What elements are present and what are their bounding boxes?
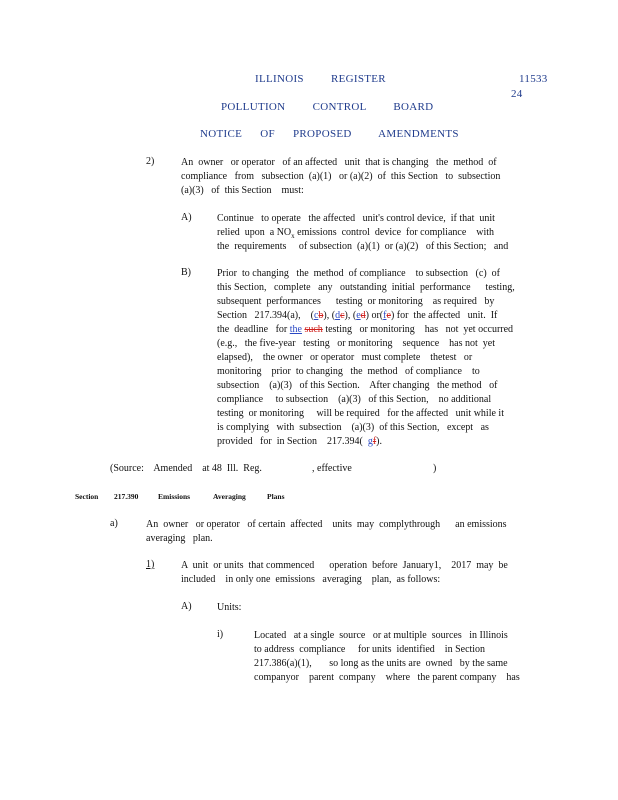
item-i-line: companyor parent company where the parent company has <box>254 672 520 683</box>
item-1-label: 1) <box>146 559 155 570</box>
item-i-label: i) <box>217 629 224 640</box>
inserted-text: g <box>367 436 373 447</box>
deleted-text: b <box>318 310 324 321</box>
subscript-x: x <box>291 232 295 240</box>
text-run: ). <box>376 436 382 447</box>
item-2b-line: compliance to subsection (a)(3) of this Section, no additional <box>217 394 492 405</box>
item-2a-label: A) <box>181 212 192 223</box>
item-2-line: (a)(3) of this Section must: <box>181 185 304 196</box>
inserted-text: the <box>289 324 302 335</box>
item-2b-line-amended <box>217 309 497 323</box>
text-run: ), ( <box>323 310 336 321</box>
inserted-text: f <box>383 310 387 321</box>
item-2b-line: this Section, complete any outstanding initial performance testing, <box>217 282 515 293</box>
item-2b-line: Prior to changing the method of compliance to subsection (c) of <box>217 268 500 279</box>
item-2b-line-amended <box>217 435 382 449</box>
item-i-line: to address compliance for units identified in Section <box>254 644 486 655</box>
text-run: ), ( <box>344 310 357 321</box>
item-2b-line: testing or monitoring will be required for the affected unit while it <box>217 408 504 419</box>
item-a-line: averaging plan. <box>146 533 213 544</box>
deleted-text: f <box>372 436 377 447</box>
item-2a-line: Continue to operate the affected unit's control device, if that unit <box>217 213 495 224</box>
inserted-text: d <box>335 310 341 321</box>
register-title: ILLINOIS REGISTER <box>255 73 386 85</box>
item-2b-line-amended <box>217 323 513 337</box>
source-prefix: (Source: Amended at 48 Ill. Reg. <box>110 463 262 474</box>
deleted-text: such <box>304 324 323 335</box>
item-a-label: a) <box>110 518 118 529</box>
text-run: ) for the affected unit. If <box>390 310 498 321</box>
item-i-line: 217.386(a)(1), so long as the units are owned by the same <box>254 658 508 669</box>
deleted-text: d <box>360 310 366 321</box>
item-2-label: 2) <box>146 156 155 167</box>
text-run: the deadline for <box>217 324 290 335</box>
text-run: Section 217.394(a), ( <box>217 310 314 321</box>
item-units-label: A) <box>181 601 192 612</box>
item-i-line: Located at a single source or at multiple sources in Illinois <box>254 630 508 641</box>
deleted-text: e <box>386 310 391 321</box>
text-run: relied upon a NO <box>217 227 292 238</box>
item-2a-line: the requirements of subsection (a)(1) or (a)(2) of this Section; and <box>217 241 509 252</box>
section-title-word: Emissions <box>158 492 191 501</box>
item-a-line: An owner or operator of certain affected units may complythrough an emissions <box>146 519 507 530</box>
source-effective: , effective <box>312 463 352 474</box>
item-2b-label: B) <box>181 267 191 278</box>
item-1-line: included in only one emissions averaging plan, as follows: <box>181 574 441 585</box>
text-run: provided for in Section 217.394( <box>217 436 368 447</box>
inserted-text: c <box>313 310 319 321</box>
source-close: ) <box>433 463 437 474</box>
item-2b-line: (e.g., the five-year testing or monitoring sequence has not yet <box>217 338 495 349</box>
item-2b-line: subsequent performances testing or monitoring as required by <box>217 296 495 307</box>
item-2b-line: elapsed), the owner or operator must complete thetest or <box>217 352 473 363</box>
item-2b-line: monitoring prior to changing the method of compliance to <box>217 366 480 377</box>
section-number: 217.390 <box>114 492 139 501</box>
page-number: 11533 <box>519 73 548 85</box>
text-run: ) or( <box>365 310 384 321</box>
text-run: testing or monitoring has not yet occurred <box>322 324 514 335</box>
inserted-text: e <box>356 310 361 321</box>
section-title-word: Plans <box>267 492 285 501</box>
section-label: Section <box>75 492 99 501</box>
notice-title: NOTICE OF PROPOSED AMENDMENTS <box>200 128 459 140</box>
deleted-text: c <box>340 310 345 321</box>
item-2-line: compliance from subsection (a)(1) or (a)(2) of this Section to subsection <box>181 171 501 182</box>
text-run: emissions control device for compliance with <box>294 227 495 238</box>
item-1-line: A unit or units that commenced operation before January1, 2017 may be <box>181 560 508 571</box>
section-title-word: Averaging <box>213 492 246 501</box>
item-2-line: An owner or operator of an affected unit that is changing the method of <box>181 157 497 168</box>
volume-issue: 24 <box>511 88 523 100</box>
item-2b-line: subsection (a)(3) of this Section. After changing the method of <box>217 380 498 391</box>
item-2b-line: is complying with subsection (a)(3) of this Section, except as <box>217 422 489 433</box>
board-name: POLLUTION CONTROL BOARD <box>221 101 434 113</box>
item-units-text: Units: <box>217 602 242 613</box>
